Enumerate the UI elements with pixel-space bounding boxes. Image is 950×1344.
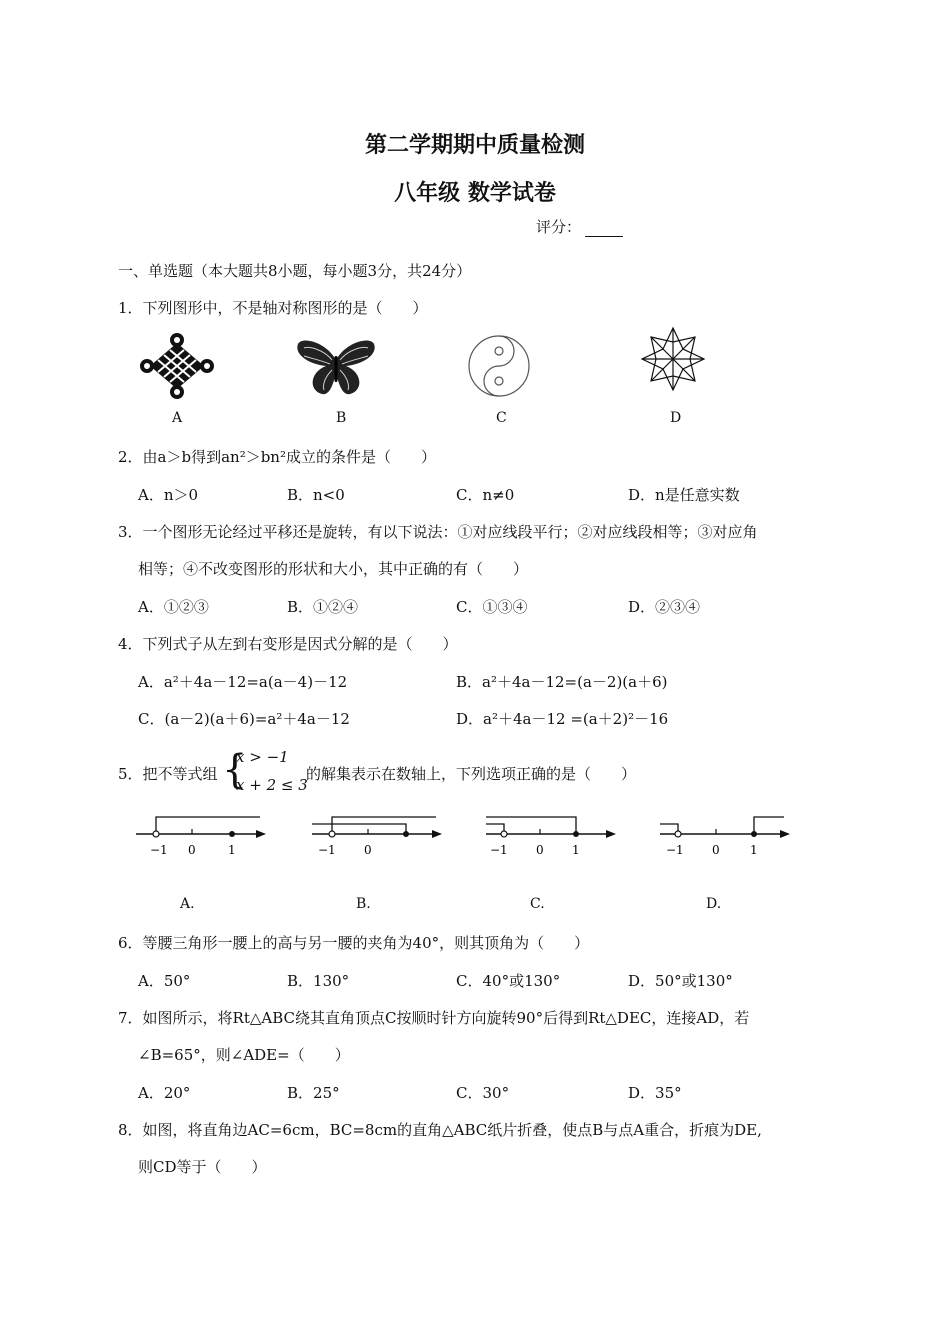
question-7-stem-line2: ∠B=65°，则∠ADE=（ ） <box>138 1046 350 1064</box>
score-field <box>536 216 623 237</box>
question-4-option-c[interactable]: C．(a－2)(a＋6)=a²＋4a－12 <box>138 710 350 728</box>
question-3-option-b[interactable]: B．①②④ <box>287 598 359 616</box>
question-6-option-d[interactable]: D．50°或130° <box>628 972 733 990</box>
tick-label-d-0: 0 <box>712 843 720 857</box>
question-6-option-b[interactable]: B．130° <box>287 972 350 990</box>
question-2-option-a[interactable]: A．n＞0 <box>138 486 199 504</box>
question-6-stem: 6．等腰三角形一腰上的高与另一腰的夹角为40°，则其顶角为（ ） <box>118 934 590 952</box>
question-5-option-c[interactable]: C. <box>530 896 545 912</box>
question-3-option-c[interactable]: C．①③④ <box>456 598 528 616</box>
tick-label-b-0: 0 <box>364 843 372 857</box>
question-2-option-d[interactable]: D．n是任意实数 <box>628 486 740 504</box>
question-8-stem-line1: 8．如图，将直角边AC=6cm，BC=8cm的直角△ABC纸片折叠，使点B与点A重合，折痕为DE, <box>118 1121 762 1139</box>
tick-label-c-neg1: −1 <box>490 843 508 857</box>
question-2-option-b[interactable]: B．n<0 <box>287 486 345 504</box>
tick-label-a-1: 1 <box>228 843 236 857</box>
question-5-stem-prefix: 5．把不等式组 <box>118 765 218 783</box>
question-4-option-a[interactable]: A．a²＋4a－12=a(a－4)－12 <box>138 673 348 691</box>
question-5-option-a[interactable]: A. <box>180 896 195 912</box>
tick-label-a-neg1: −1 <box>150 843 168 857</box>
number-line-b <box>312 812 442 860</box>
question-7-stem-line1: 7．如图所示，将Rt△ABC绕其直角顶点C按顺时针方向旋转90°后得到Rt△DEC，连接AD，若 <box>118 1009 750 1027</box>
chinese-knot-icon <box>140 333 214 399</box>
exam-title: 第二学期期中质量检测 <box>364 132 585 158</box>
question-8-stem-line2: 则CD等于（ ） <box>138 1158 267 1176</box>
tick-label-d-1: 1 <box>750 843 758 857</box>
question-3-stem-line1: 3．一个图形无论经过平移还是旋转，有以下说法：①对应线段平行；②对应线段相等；③对应角 <box>118 523 758 541</box>
system-line-1: x > −1 <box>236 748 289 766</box>
exam-subtitle: 八年级 数学试卷 <box>394 180 556 206</box>
question-3-stem-line2: 相等；④不改变图形的形状和大小，其中正确的有（ ） <box>138 560 529 578</box>
tick-label-a-0: 0 <box>188 843 196 857</box>
question-7-option-c[interactable]: C．30° <box>456 1084 510 1102</box>
question-4-option-d[interactable]: D．a²＋4a－12 =(a＋2)²－16 <box>456 710 669 728</box>
question-7-option-b[interactable]: B．25° <box>287 1084 340 1102</box>
question-5-option-b[interactable]: B. <box>356 896 371 912</box>
tick-label-d-neg1: −1 <box>666 843 684 857</box>
number-line-d <box>660 812 790 860</box>
system-brace: { <box>222 747 248 793</box>
butterfly-icon <box>296 338 376 396</box>
question-6-option-a[interactable]: A．50° <box>138 972 191 990</box>
question-3-option-a[interactable]: A．①②③ <box>138 598 209 616</box>
question-5-stem-suffix: 的解集表示在数轴上，下列选项正确的是（ ） <box>306 765 637 783</box>
number-line-a <box>136 812 266 860</box>
question-2-option-c[interactable]: C．n≠0 <box>456 486 515 504</box>
score-label: 评分： <box>536 218 582 236</box>
system-line-2: x + 2 ≤ 3 <box>236 776 308 794</box>
star-icon <box>640 326 706 392</box>
figure-label-c: C <box>496 410 507 426</box>
question-6-option-c[interactable]: C．40°或130° <box>456 972 561 990</box>
question-5-option-d[interactable]: D. <box>706 896 722 912</box>
question-1-stem: 1．下列图形中，不是轴对称图形的是（ ） <box>118 299 428 317</box>
yin-yang-icon <box>467 334 531 398</box>
tick-label-c-1: 1 <box>572 843 580 857</box>
question-3-option-d[interactable]: D．②③④ <box>628 598 701 616</box>
question-7-option-d[interactable]: D．35° <box>628 1084 682 1102</box>
figure-label-d: D <box>670 410 682 426</box>
question-4-option-b[interactable]: B．a²＋4a－12=(a－2)(a＋6) <box>456 673 668 691</box>
section-heading: 一、单选题（本大题共8小题，每小题3分，共24分） <box>118 262 472 280</box>
tick-label-c-0: 0 <box>536 843 544 857</box>
number-line-c <box>486 812 616 860</box>
figure-label-a: A <box>172 410 183 426</box>
score-blank <box>585 220 623 237</box>
tick-label-b-neg1: −1 <box>318 843 336 857</box>
question-4-stem: 4．下列式子从左到右变形是因式分解的是（ ） <box>118 635 458 653</box>
question-7-option-a[interactable]: A．20° <box>138 1084 191 1102</box>
figure-label-b: B <box>336 410 347 426</box>
question-2-stem: 2．由a＞b得到an²＞bn²成立的条件是（ ） <box>118 448 436 466</box>
